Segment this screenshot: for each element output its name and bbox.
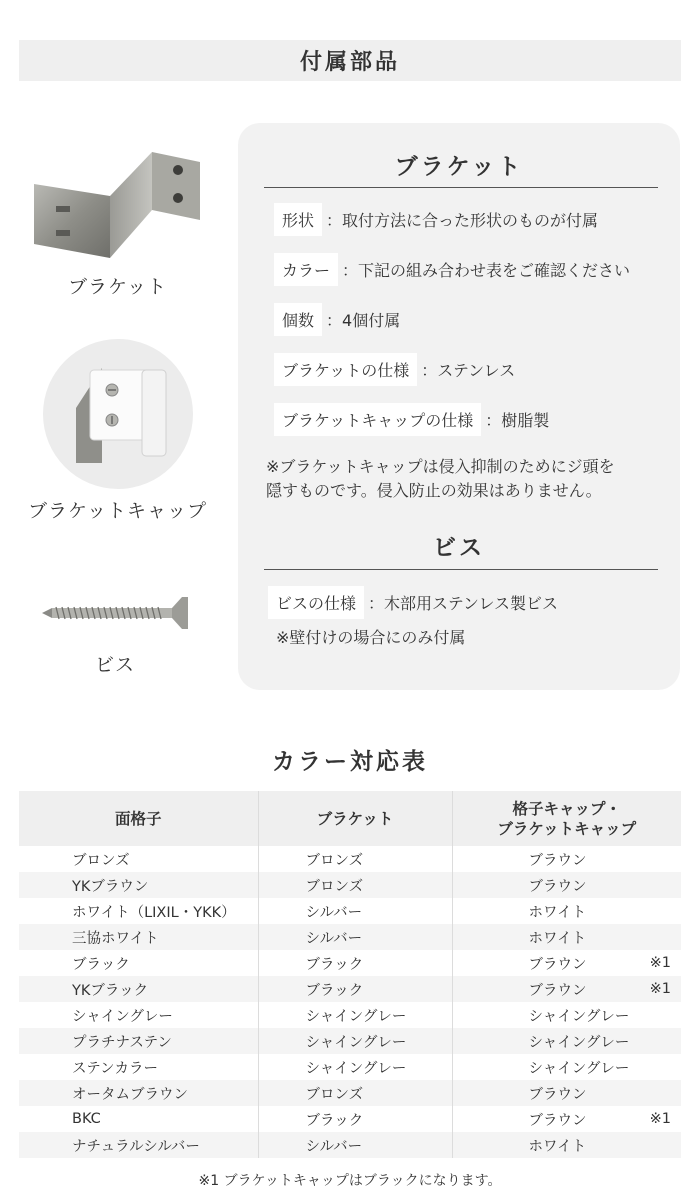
cell-bracket: ブラック <box>258 950 452 976</box>
section-header <box>19 40 681 81</box>
cell-cap-color: ブラウン <box>528 1112 587 1129</box>
spec-row-bracket-material <box>274 353 515 386</box>
spec-row-color <box>274 253 630 286</box>
table-row <box>19 1132 681 1158</box>
cell-bracket: ブロンズ <box>258 872 452 898</box>
cell-cap <box>452 1028 681 1054</box>
cell-bracket: シャイングレー <box>258 1028 452 1054</box>
spec-row-shape <box>274 203 598 236</box>
spec-value: ：下記の組み合わせ表をご確認ください <box>342 261 631 280</box>
cell-cap <box>452 846 681 872</box>
cell-cap <box>452 924 681 950</box>
cell-cap-color: ホワイト <box>528 1138 587 1155</box>
table-row <box>19 924 681 950</box>
cell-lattice: BKC <box>19 1106 258 1132</box>
spec-label: 形状 <box>274 203 322 236</box>
color-table <box>19 791 681 1158</box>
cell-bracket: ブロンズ <box>258 846 452 872</box>
spec-row-count <box>274 303 400 336</box>
cell-lattice: ホワイト（LIXIL・YKK） <box>19 898 258 924</box>
cell-cap-color: ブラウン <box>528 878 587 895</box>
section-title: 付属部品 <box>299 50 400 75</box>
table-row <box>19 1002 681 1028</box>
table-row <box>19 1028 681 1054</box>
bracket-note-line: 隠すものです。侵入防止の効果はありません。 <box>266 481 602 500</box>
cell-lattice: 三協ホワイト <box>19 924 258 950</box>
table-row <box>19 898 681 924</box>
table-row <box>19 1054 681 1080</box>
cell-note-mark: ※1 <box>649 955 671 971</box>
cell-cap-color: ホワイト <box>528 930 587 947</box>
table-row <box>19 950 681 976</box>
spec-label: ブラケットキャップの仕様 <box>274 403 481 436</box>
spec-label: ブラケットの仕様 <box>274 353 417 386</box>
cell-bracket: ブラック <box>258 1106 452 1132</box>
screw-heading: ビス <box>433 535 485 561</box>
cell-bracket: シャイングレー <box>258 1002 452 1028</box>
cell-lattice: ブロンズ <box>19 846 258 872</box>
cell-bracket: シルバー <box>258 924 452 950</box>
table-header-row <box>19 791 681 846</box>
bracket-image <box>30 148 205 260</box>
screw-note: ※壁付けの場合にのみ付属 <box>276 628 466 647</box>
cell-cap-color: ブラウン <box>528 982 587 999</box>
header-caps-line: ブラケットキャップ <box>497 819 637 838</box>
bracket-cap-image <box>42 338 194 490</box>
cell-cap-color: シャイングレー <box>528 1008 630 1025</box>
table-row <box>19 872 681 898</box>
spec-row-screw <box>268 586 558 619</box>
cell-cap <box>452 950 681 976</box>
bracket-label: ブラケット <box>67 276 168 298</box>
cell-cap-color: ブラウン <box>528 1086 587 1103</box>
spec-panel <box>238 123 680 690</box>
spec-value: ：樹脂製 <box>485 411 550 430</box>
cell-lattice: シャイングレー <box>19 1002 258 1028</box>
cell-lattice: プラチナステン <box>19 1028 258 1054</box>
header-lattice: 面格子 <box>19 791 258 846</box>
cell-bracket: シルバー <box>258 1132 452 1158</box>
cell-bracket: ブラック <box>258 976 452 1002</box>
bracket-cap-label: ブラケットキャップ <box>27 500 208 522</box>
cell-cap <box>452 1080 681 1106</box>
cell-note-mark: ※1 <box>649 981 671 997</box>
cell-cap <box>452 1132 681 1158</box>
spec-value: ：取付方法に合った形状のものが付属 <box>326 211 599 230</box>
bracket-heading: ブラケット <box>394 154 524 180</box>
cell-cap <box>452 976 681 1002</box>
cell-lattice: YKブラック <box>19 976 258 1002</box>
spec-value: ：4個付属 <box>326 311 401 330</box>
table-row <box>19 1106 681 1132</box>
bracket-note-line: ※ブラケットキャップは侵入抑制のためにジ頭を <box>266 457 615 476</box>
cell-lattice: ブラック <box>19 950 258 976</box>
table-row <box>19 976 681 1002</box>
cell-cap <box>452 872 681 898</box>
cell-cap-color: ホワイト <box>528 904 587 921</box>
screw-divider <box>264 569 658 570</box>
spec-value: ：木部用ステンレス製ビス <box>368 594 559 613</box>
header-bracket: ブラケット <box>258 791 452 846</box>
cell-cap-color: ブラウン <box>528 956 587 973</box>
cell-cap <box>452 1002 681 1028</box>
cell-note-mark: ※1 <box>649 1111 671 1127</box>
screw-label: ビス <box>94 654 135 676</box>
spec-row-cap-material <box>274 403 549 436</box>
color-table-title: カラー対応表 <box>272 749 428 775</box>
cell-cap-color: シャイングレー <box>528 1034 630 1051</box>
cell-bracket: シルバー <box>258 898 452 924</box>
cell-cap <box>452 1106 681 1132</box>
cell-bracket: シャイングレー <box>258 1054 452 1080</box>
screw-image <box>40 595 192 631</box>
table-row <box>19 846 681 872</box>
spec-value: ：ステンレス <box>421 361 516 380</box>
cell-lattice: ナチュラルシルバー <box>19 1132 258 1158</box>
cell-lattice: YKブラウン <box>19 872 258 898</box>
bracket-divider <box>264 187 658 188</box>
table-row <box>19 1080 681 1106</box>
spec-label: 個数 <box>274 303 322 336</box>
spec-label: ビスの仕様 <box>268 586 364 619</box>
spec-label: カラー <box>274 253 338 286</box>
table-footnote: ※1 ブラケットキャップはブラックになります。 <box>198 1173 502 1189</box>
cell-cap <box>452 1054 681 1080</box>
header-caps-line: 格子キャップ・ <box>512 799 621 818</box>
cell-cap-color: シャイングレー <box>528 1060 630 1077</box>
header-caps <box>452 791 681 846</box>
bracket-note <box>266 455 615 503</box>
cell-lattice: ステンカラー <box>19 1054 258 1080</box>
cell-cap <box>452 898 681 924</box>
cell-lattice: オータムブラウン <box>19 1080 258 1106</box>
cell-bracket: ブロンズ <box>258 1080 452 1106</box>
cell-cap-color: ブラウン <box>528 852 587 869</box>
